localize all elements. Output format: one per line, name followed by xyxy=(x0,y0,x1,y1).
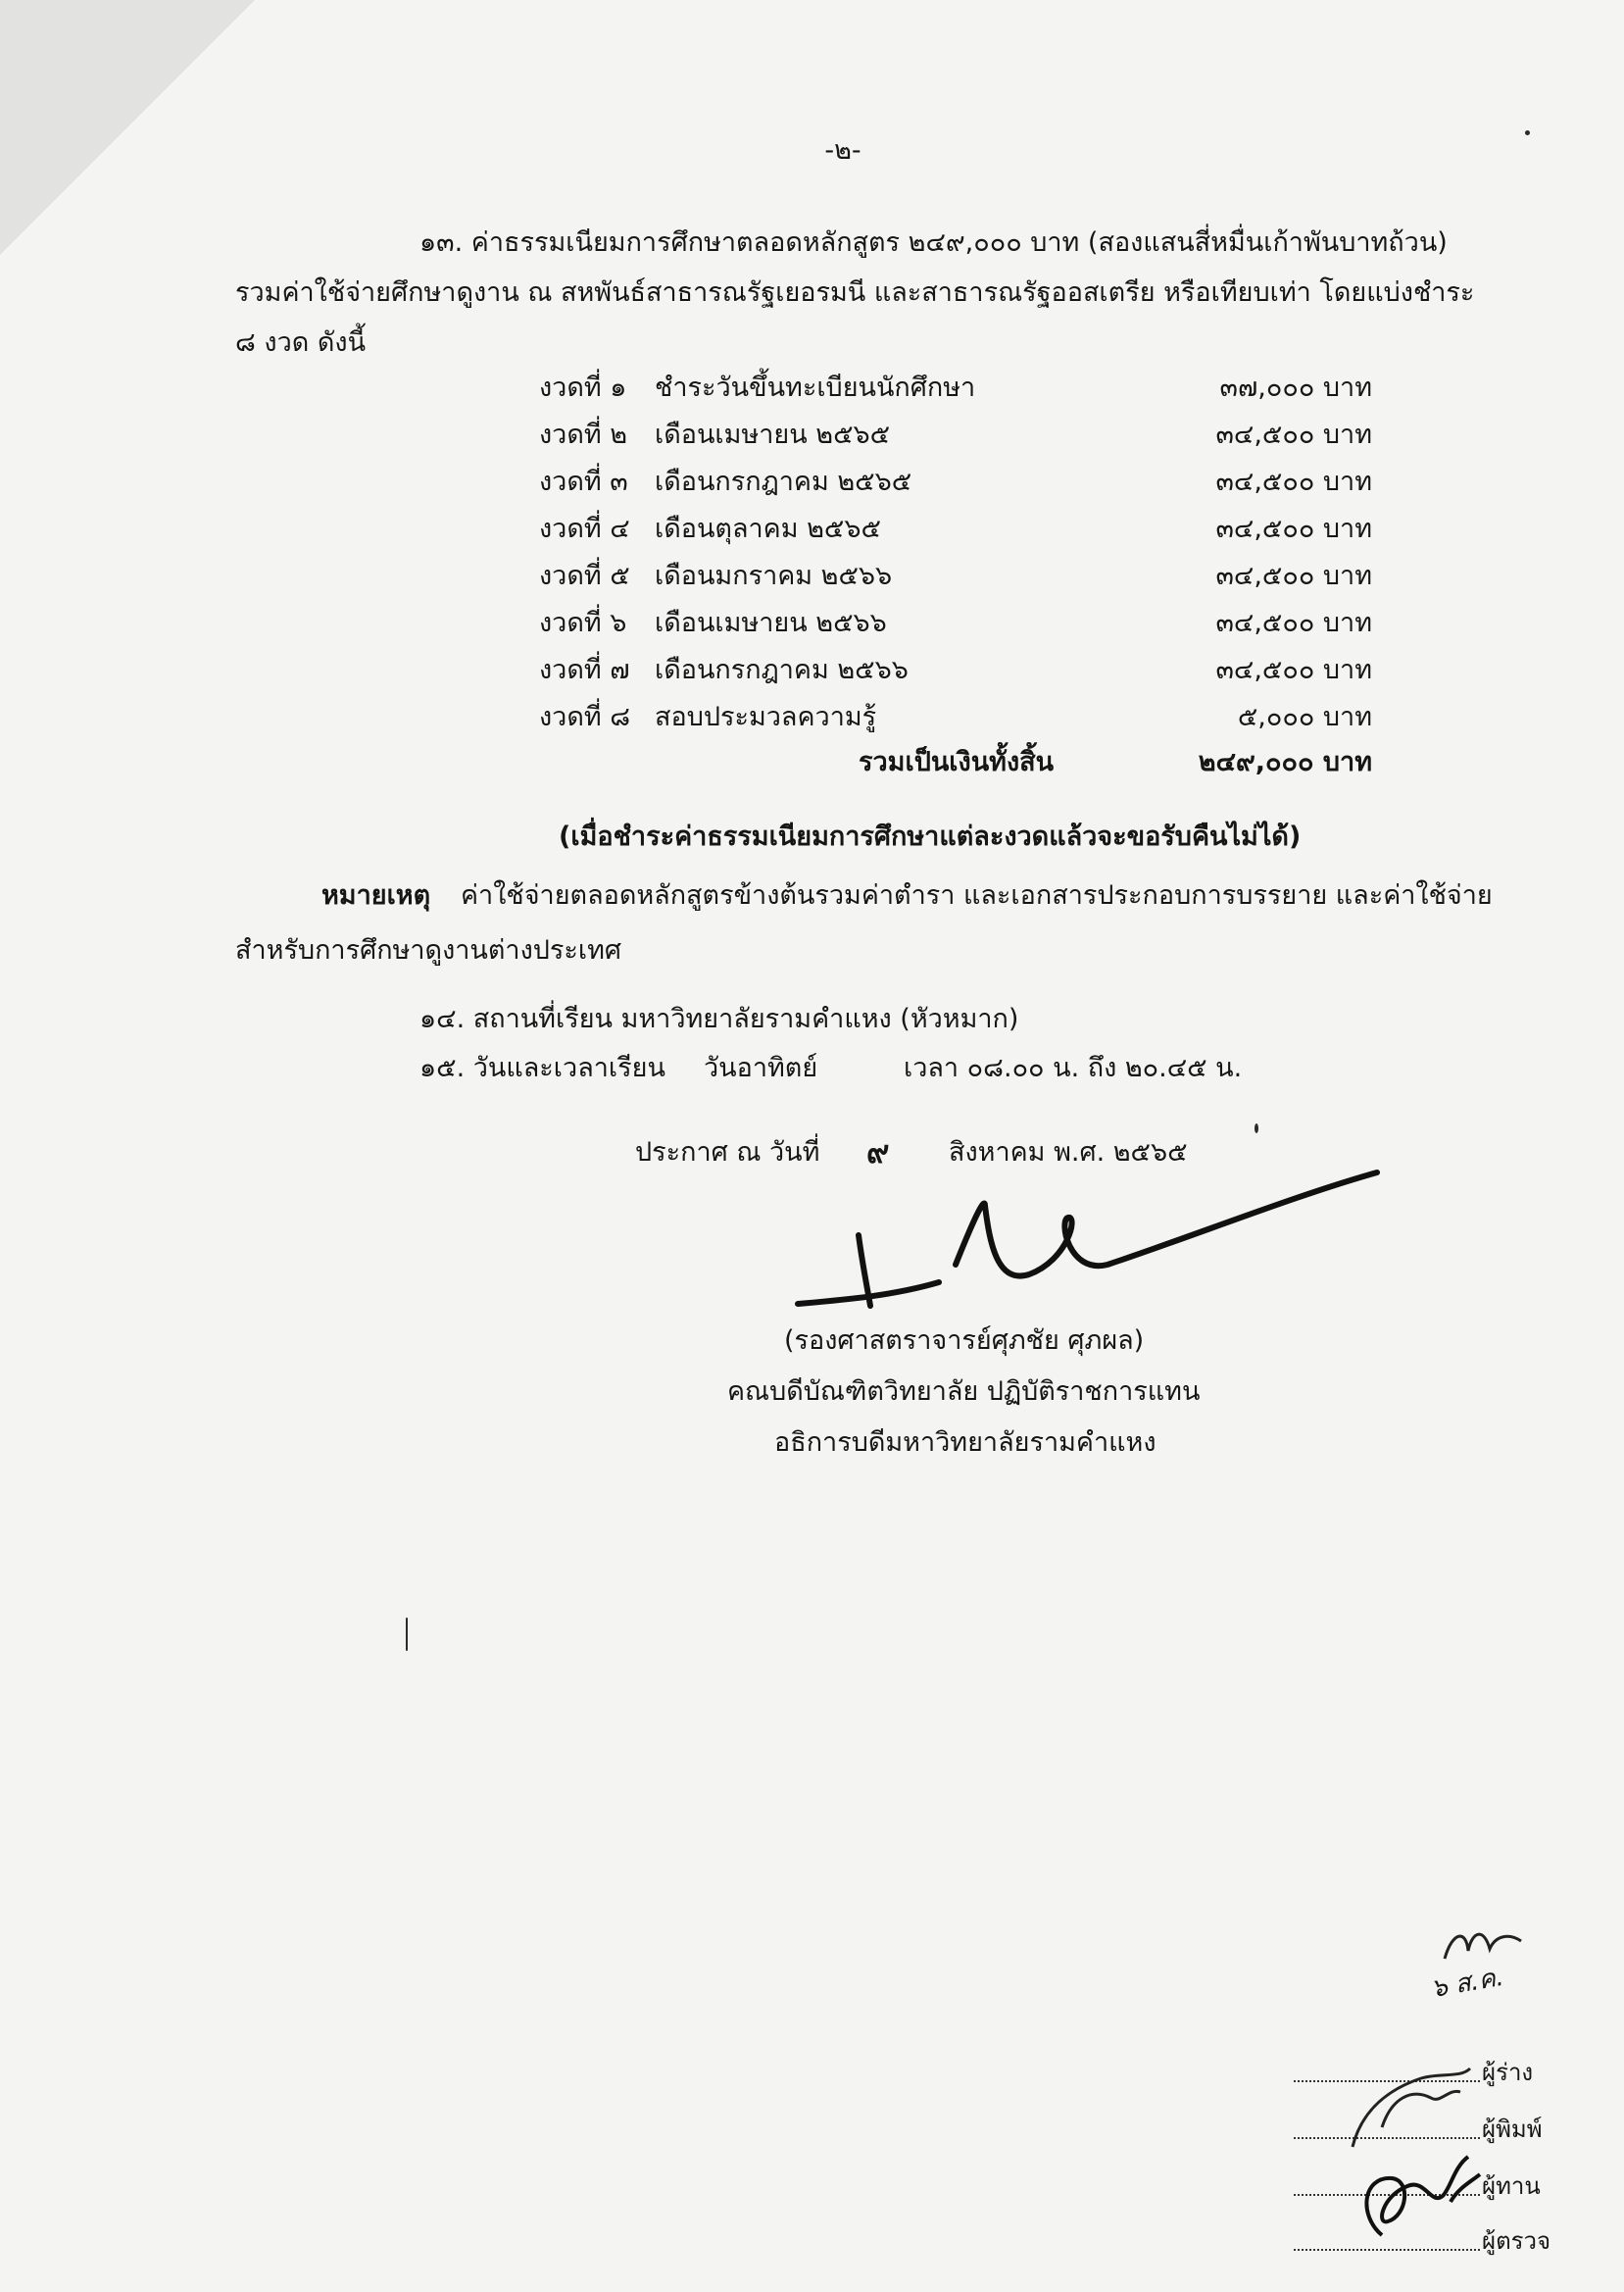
item15-day: วันอาทิตย์ xyxy=(704,1053,818,1083)
installment-amount: ๓๗,๐๐๐ บาท xyxy=(1219,373,1372,403)
note-heading: หมายเหตุ xyxy=(321,880,431,911)
installment-label: งวดที่ ๔ xyxy=(539,514,630,544)
routing-initial-scribble xyxy=(1439,1921,1527,1970)
signatory-name: (รองศาสตราจารย์ศุภชัย ศุภผล) xyxy=(784,1325,1145,1356)
scan-speck xyxy=(1525,130,1530,135)
scan-speck xyxy=(406,1618,408,1651)
installment-label: งวดที่ ๓ xyxy=(539,467,628,497)
routing-role: ผู้ทาน xyxy=(1482,2172,1541,2200)
installment-desc: เดือนกรกฎาคม ๒๕๖๖ xyxy=(655,655,909,685)
item14-location: ๑๔. สถานที่เรียน มหาวิทยาลัยรามคำแหง (หัวหมาก) xyxy=(419,1004,1019,1034)
item13-line2: รวมค่าใช้จ่ายศึกษาดูงาน ณ สหพันธ์สาธารณรัฐเยอรมนี และสาธารณรัฐออสเตรีย หรือเทียบเท่า โดยแบ่งชำระ xyxy=(235,277,1475,308)
routing-role: ผู้ร่าง xyxy=(1482,2059,1534,2086)
announcement-prefix: ประกาศ ณ วันที่ xyxy=(635,1137,820,1168)
installment-label: งวดที่ ๕ xyxy=(539,561,630,591)
routing-role: ผู้ตรวจ xyxy=(1482,2227,1551,2255)
installment-desc: เดือนตุลาคม ๒๕๖๕ xyxy=(655,514,881,544)
item15-time: เวลา ๐๘.๐๐ น. ถึง ๒๐.๔๕ น. xyxy=(904,1053,1243,1083)
scan-speck xyxy=(1255,1123,1258,1133)
installment-label: งวดที่ ๘ xyxy=(539,702,631,732)
installment-label: งวดที่ ๒ xyxy=(539,420,628,450)
installment-amount: ๕,๐๐๐ บาท xyxy=(1237,702,1372,732)
installment-amount: ๓๔,๕๐๐ บาท xyxy=(1215,608,1372,638)
installment-desc: ชำระวันขึ้นทะเบียนนักศึกษา xyxy=(655,373,976,403)
installment-desc: เดือนกรกฎาคม ๒๕๖๕ xyxy=(655,467,912,497)
signatory-position1: คณบดีบัณฑิตวิทยาลัย ปฏิบัติราชการแทน xyxy=(727,1376,1201,1407)
total-label: รวมเป็นเงินทั้งสิ้น xyxy=(859,747,1055,777)
total-amount: ๒๔๙,๐๐๐ บาท xyxy=(1198,747,1372,777)
installment-desc: สอบประมวลความรู้ xyxy=(655,702,877,732)
announcement-day: ๙ xyxy=(866,1133,890,1171)
installment-amount: ๓๔,๕๐๐ บาท xyxy=(1215,420,1372,450)
item13-line3: ๘ งวด ดังนี้ xyxy=(235,327,367,358)
installment-desc: เดือนเมษายน ๒๕๖๕ xyxy=(655,420,891,450)
installment-desc: เดือนมกราคม ๒๕๖๖ xyxy=(655,561,893,591)
refund-notice: (เมื่อชำระค่าธรรมเนียมการศึกษาแต่ละงวดแล้วจะขอรับคืนไม่ได้) xyxy=(559,822,1302,852)
installment-label: งวดที่ ๖ xyxy=(539,608,627,638)
note-line2: สำหรับการศึกษาดูงานต่างประเทศ xyxy=(235,935,622,966)
item15-label: ๑๕. วันและเวลาเรียน xyxy=(419,1053,665,1083)
announcement-month-year: สิงหาคม พ.ศ. ๒๕๖๕ xyxy=(949,1137,1188,1168)
routing-handwritten-note: ๖ ส.ค. xyxy=(1428,1962,1506,2005)
installment-amount: ๓๔,๕๐๐ บาท xyxy=(1215,561,1372,591)
installment-amount: ๓๔,๕๐๐ บาท xyxy=(1215,655,1372,685)
installment-desc: เดือนเมษายน ๒๕๖๖ xyxy=(655,608,887,638)
routing-role: ผู้พิมพ์ xyxy=(1482,2116,1543,2143)
page-number: -๒- xyxy=(824,135,861,166)
signatory-position2: อธิการบดีมหาวิทยาลัยรามคำแหง xyxy=(774,1427,1156,1458)
installment-amount: ๓๔,๕๐๐ บาท xyxy=(1215,514,1372,544)
item13-line1: ๑๓. ค่าธรรมเนียมการศึกษาตลอดหลักสูตร ๒๔๙,๐๐๐ บาท (สองแสนสี่หมื่นเก้าพันบาทถ้วน) xyxy=(419,227,1448,258)
note-line1: ค่าใช้จ่ายตลอดหลักสูตรข้างต้นรวมค่าตำรา และเอกสารประกอบการบรรยาย และค่าใช้จ่าย xyxy=(461,880,1493,911)
routing-initial-scribble-large xyxy=(1353,2127,1490,2255)
installment-label: งวดที่ ๗ xyxy=(539,655,630,685)
signature xyxy=(784,1157,1392,1323)
installment-amount: ๓๔,๕๐๐ บาท xyxy=(1215,467,1372,497)
folded-corner xyxy=(0,0,255,255)
installment-label: งวดที่ ๑ xyxy=(539,373,627,403)
